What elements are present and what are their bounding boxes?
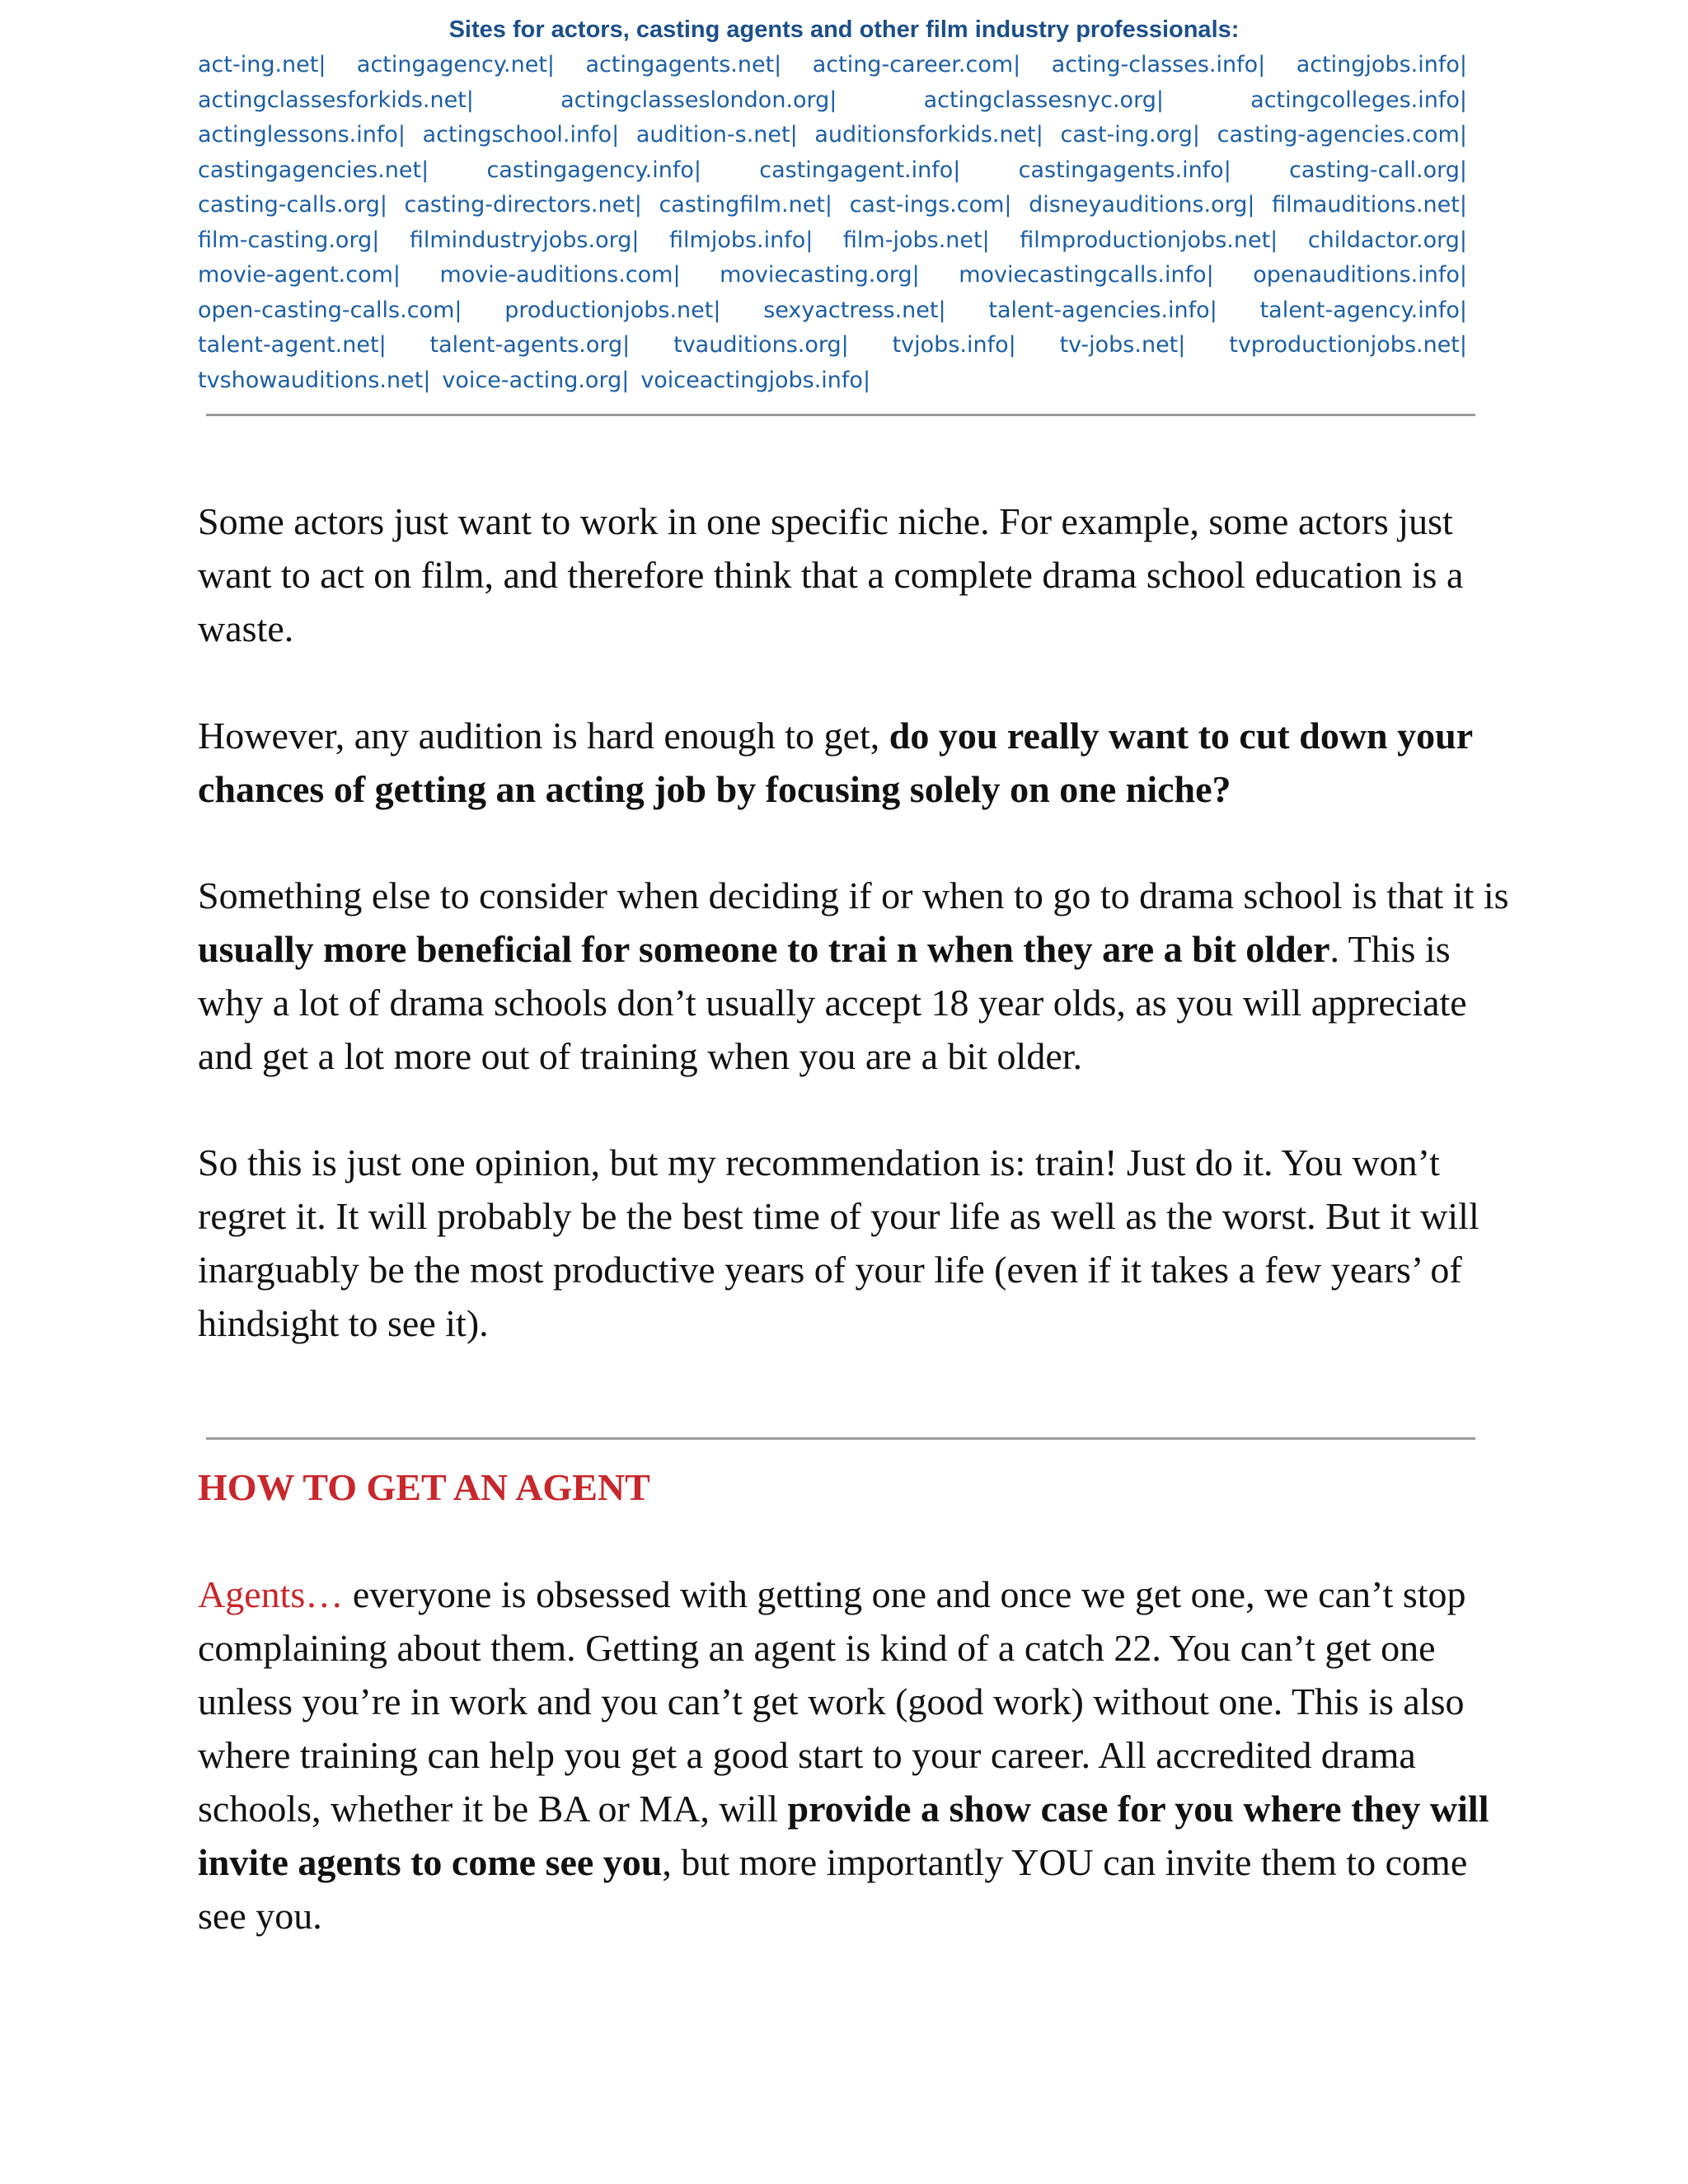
site-link[interactable]: movie-agent.com| (198, 262, 401, 288)
link-row (198, 258, 1467, 293)
paragraph-recommendation-text: So this is just one opinion, but my recommendation is: train! Just do it. You won’t regret it. It will probably be the best time of your life as well as the worst. But it will inarguably be the most productive years of your life (even if it takes a few years’ of hindsight to see it). (198, 1141, 1479, 1344)
sites-heading: Sites for actors, casting agents and other film industry professionals: (448, 16, 1240, 43)
link-row (198, 83, 1467, 119)
link-row (198, 223, 1467, 259)
link-row (198, 118, 1467, 153)
paragraph-audition-text: However, any audition is hard enough to get, (198, 715, 889, 757)
site-link[interactable]: tvshowauditions.net| (198, 367, 431, 393)
site-link[interactable]: tvproductionjobs.net| (1229, 332, 1467, 358)
site-link[interactable]: castingagents.info| (1018, 157, 1231, 183)
site-link[interactable]: audition-s.net| (635, 122, 798, 148)
paragraph-agents-text-a: everyone is obsessed with getting one and once we get one, we can’t stop complaining about them. Getting an agent is kind of a catch 22. You can’t get one unless you’re in work and you can’t get work (good work) without one. This is also where training can help you get a good start to your career. All accredited drama schools, whether it be BA or MA, will (198, 1573, 1466, 1830)
site-link[interactable]: tv-jobs.net| (1059, 332, 1186, 358)
site-link[interactable]: actingclasseslondon.org| (560, 87, 837, 113)
site-link[interactable]: actingagency.net| (356, 52, 556, 77)
site-link[interactable]: castingagency.info| (486, 157, 701, 183)
site-link[interactable]: disneyauditions.org| (1029, 192, 1255, 218)
site-link[interactable]: tvauditions.org| (673, 332, 849, 358)
site-link[interactable]: act-ing.net| (198, 52, 326, 77)
paragraph-older-text-a: Something else to consider when deciding if or when to go to drama school is that it is (198, 874, 1509, 916)
site-link[interactable]: actingschool.info| (422, 122, 620, 148)
paragraph-recommendation (198, 1136, 1525, 1350)
site-link[interactable]: actingagents.net| (585, 52, 782, 77)
site-link[interactable]: open-casting-calls.com| (198, 297, 462, 323)
divider-top (206, 414, 1475, 416)
section-heading-agent: HOW TO GET AN AGENT (198, 1466, 650, 1508)
paragraph-agents-text-b: , but more importantly YOU can invite them to come see you. (198, 1841, 1468, 1937)
site-link[interactable]: actingclassesforkids.net| (198, 87, 474, 113)
site-link[interactable]: cast-ing.org| (1060, 122, 1201, 148)
site-link[interactable]: casting-calls.org| (198, 192, 387, 218)
site-link[interactable]: productionjobs.net| (504, 297, 721, 323)
site-link[interactable]: film-jobs.net| (842, 227, 990, 253)
site-link[interactable]: casting-call.org| (1289, 157, 1467, 183)
link-row (198, 48, 1467, 83)
link-row (198, 188, 1467, 223)
site-link[interactable]: moviecasting.org| (720, 262, 920, 288)
link-row (198, 328, 1467, 363)
paragraph-older-bold: usually more beneficial for someone to trai n when they are a bit older (198, 928, 1330, 970)
site-link[interactable]: acting-classes.info| (1051, 52, 1266, 77)
site-link[interactable]: filmproductionjobs.net| (1020, 227, 1278, 253)
paragraph-older (198, 869, 1525, 1083)
paragraph-audition-bold: do you really want to cut down your chances of getting an acting job by focusing solely on one niche? (198, 715, 1473, 810)
site-link[interactable]: cast-ings.com| (849, 192, 1012, 218)
site-link[interactable]: talent-agency.info| (1259, 297, 1467, 323)
site-link[interactable]: talent-agent.net| (198, 332, 387, 358)
site-link[interactable]: sexyactress.net| (763, 297, 946, 323)
site-link[interactable]: filmauditions.net| (1272, 192, 1467, 218)
link-row (198, 153, 1467, 189)
site-link[interactable]: actingjobs.info| (1296, 52, 1467, 77)
paragraph-older-text-b: . This is why a lot of drama schools don’t usually accept 18 year olds, as you will appreciate and get a lot more out of training when you are a bit older. (198, 928, 1467, 1077)
site-link[interactable]: voice-acting.org| (442, 367, 630, 393)
paragraph-agents-red-lead: Agents… (198, 1573, 344, 1615)
paragraph-audition (198, 709, 1525, 816)
site-link[interactable]: actinglessons.info| (198, 122, 406, 148)
site-link[interactable]: castingfilm.net| (659, 192, 833, 218)
divider-middle (206, 1437, 1475, 1440)
site-links-block (198, 48, 1467, 398)
site-link[interactable]: childactor.org| (1307, 227, 1467, 253)
link-row (198, 363, 1467, 399)
site-link[interactable]: openauditions.info| (1253, 262, 1467, 288)
site-link[interactable]: moviecastingcalls.info| (959, 262, 1214, 288)
site-link[interactable]: filmjobs.info| (669, 227, 814, 253)
site-link[interactable]: castingagencies.net| (198, 157, 429, 183)
site-link[interactable]: movie-auditions.com| (439, 262, 681, 288)
site-link[interactable]: actingcolleges.info| (1250, 87, 1467, 113)
paragraph-niche-text: Some actors just want to work in one specific niche. For example, some actors just want to act on film, and therefore think that a complete drama school education is a waste. (198, 500, 1464, 649)
paragraph-agents-bold: provide a show case for you where they will invite agents to come see you (198, 1788, 1489, 1883)
site-link[interactable]: casting-agencies.com| (1217, 122, 1467, 148)
site-link[interactable]: casting-directors.net| (404, 192, 642, 218)
site-link[interactable]: auditionsforkids.net| (814, 122, 1043, 148)
site-link[interactable]: tvjobs.info| (892, 332, 1016, 358)
paragraph-niche (198, 494, 1525, 655)
site-link[interactable]: talent-agencies.info| (988, 297, 1217, 323)
site-link[interactable]: talent-agents.org| (429, 332, 631, 358)
site-link[interactable]: voiceactingjobs.info| (640, 367, 871, 393)
site-link[interactable]: filmindustryjobs.org| (409, 227, 640, 253)
link-row (198, 293, 1467, 329)
site-link[interactable]: film-casting.org| (198, 227, 380, 253)
site-link[interactable]: actingclassesnyc.org| (923, 87, 1164, 113)
site-link[interactable]: castingagent.info| (759, 157, 961, 183)
site-link[interactable]: acting-career.com| (812, 52, 1021, 77)
paragraph-agents (198, 1568, 1525, 1943)
